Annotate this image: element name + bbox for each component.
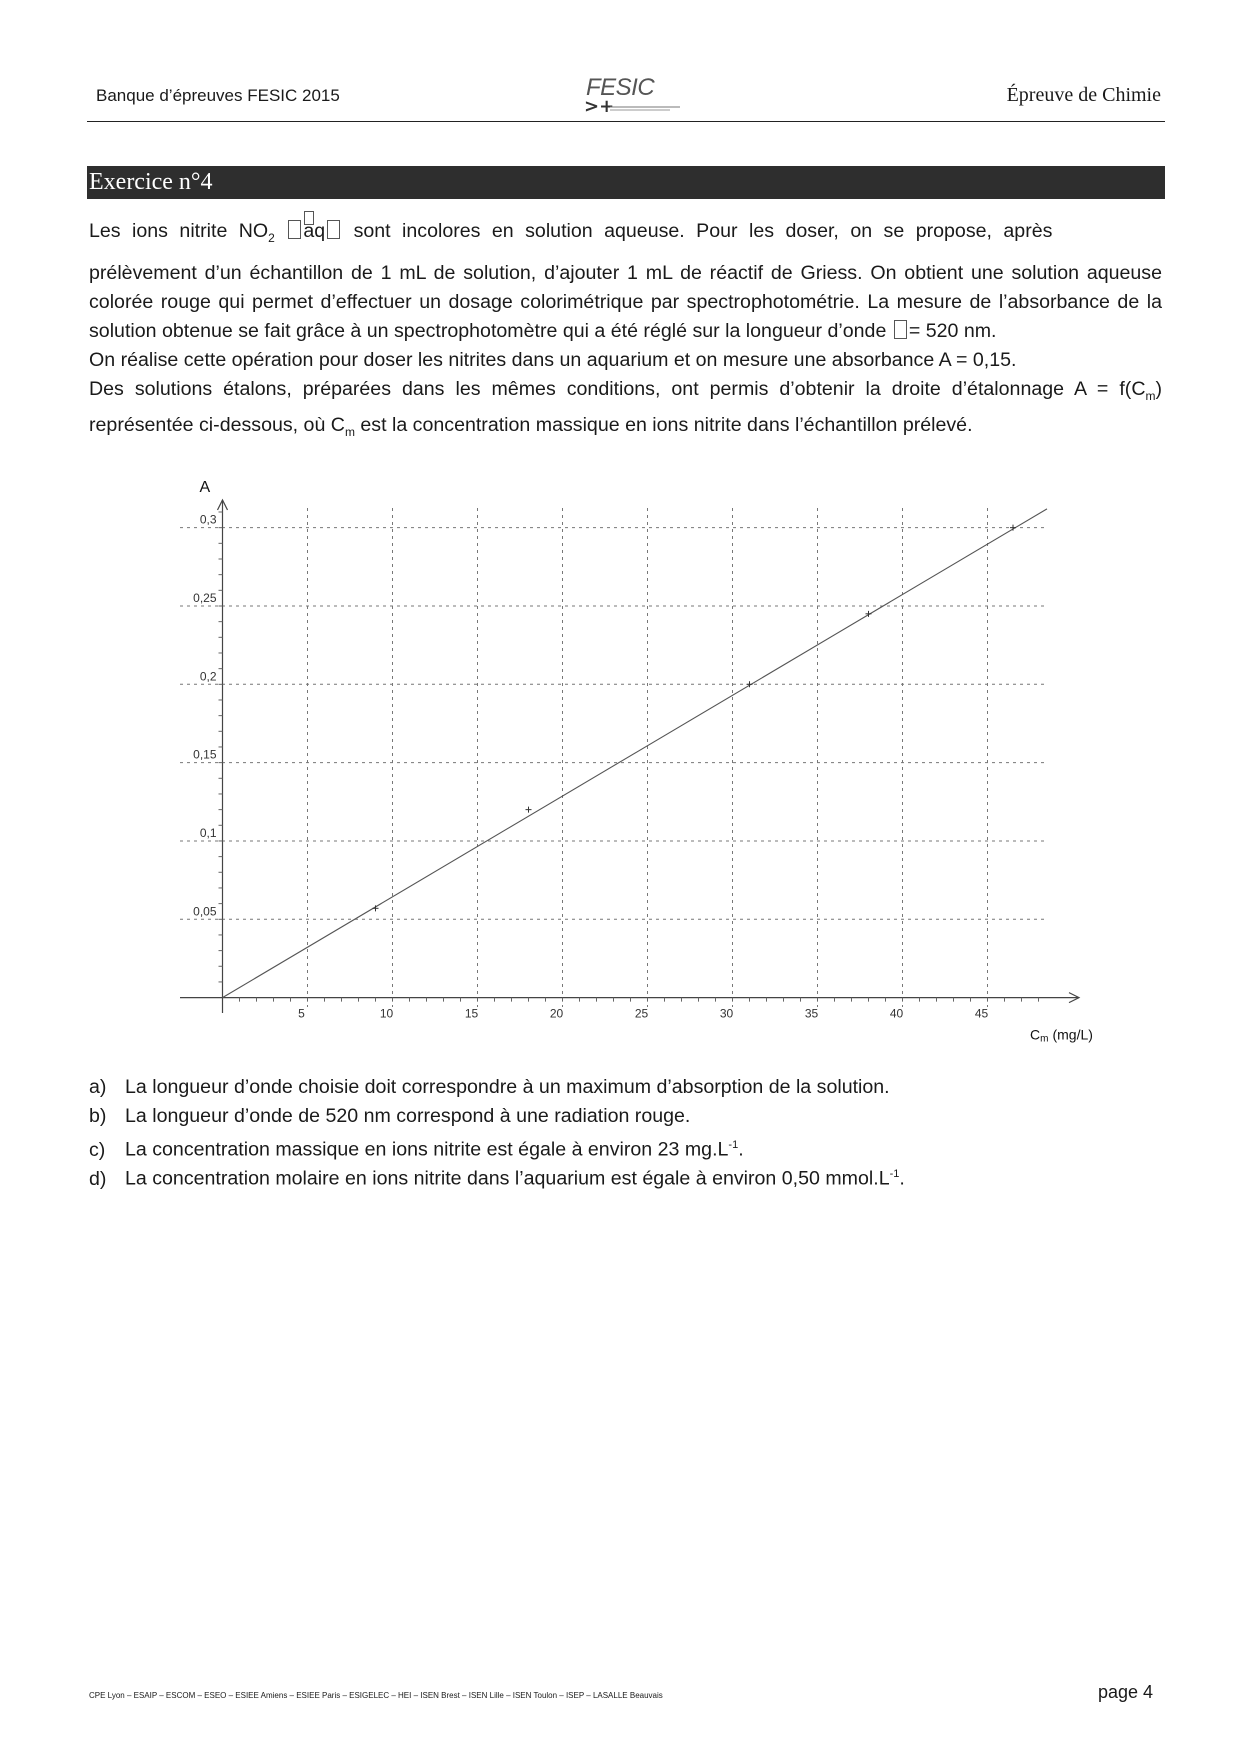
statement-line-1-rest: sont incolores en solution aqueuse. Pour les doser, on se propose, après: [353, 220, 1053, 242]
statement-paragraph-3: [89, 375, 1162, 447]
y-tick-label: 0,1: [199, 825, 217, 840]
y-tick-label: 0,15: [193, 747, 217, 762]
statement-line-1: [89, 217, 1162, 253]
logo-text: FESIC: [586, 74, 655, 101]
y-tick-label: 0,05: [193, 904, 217, 919]
y-tick-label: 0,2: [199, 669, 217, 684]
question-unit-exponent: -1: [889, 1168, 900, 1180]
question-end: .: [899, 1167, 905, 1190]
x-tick-label: 10: [379, 1006, 394, 1021]
question-unit-exponent: -1: [728, 1139, 739, 1151]
statement-calibration-a: Des solutions étalons, préparées dans les mêmes conditions, ont permis d’obtenir la droite d’étalonnage A = f(C: [89, 377, 1146, 400]
paren-close-box-icon: [327, 220, 340, 239]
nitrite-formula: [268, 217, 275, 253]
exercise-title-bar: [87, 166, 1165, 199]
chart-grid: [180, 508, 1047, 1007]
x-tick-label: 20: [549, 1006, 564, 1021]
question-text: La concentration molaire en ions nitrite dans l’aquarium est égale à environ 0,50 mmol.L: [125, 1167, 890, 1190]
cm-subscript-2: m: [344, 424, 355, 439]
header-exam-bank: Banque d’épreuves FESIC 2015: [96, 86, 340, 105]
x-axis-label-sub: m: [1040, 1033, 1049, 1045]
header-divider: [87, 121, 1165, 122]
fesic-logo: [576, 74, 696, 120]
page-number: page 4: [1098, 1682, 1154, 1702]
logo-arrow-icon: >+: [584, 96, 615, 117]
x-tick-label: 25: [634, 1006, 649, 1021]
chart-series: [223, 509, 1048, 998]
question-id: a): [89, 1076, 107, 1098]
footer-schools: CPE Lyon – ESAIP – ESCOM – ESEO – ESIEE Amiens – ESIEE Paris – ESIGELEC – HEI – ISEN Brest – ISEN Lille – ISEN Toulon – ISEP – LASALLE Beauvais: [89, 1691, 663, 1700]
statement-wavelength: = 520 nm.: [908, 319, 997, 342]
statement-paragraph-1: [89, 259, 1162, 346]
question-item: [89, 1131, 905, 1160]
question-item: [89, 1073, 905, 1102]
x-axis-label-unit: (mg/L): [1052, 1026, 1093, 1043]
x-tick-label: 30: [719, 1006, 734, 1021]
question-item: [89, 1102, 905, 1131]
question-end: .: [738, 1138, 744, 1161]
x-tick-label: 35: [804, 1006, 819, 1021]
question-id: d): [89, 1167, 107, 1190]
question-text: La longueur d’onde choisie doit correspondre à un maximum d’absorption de la solution.: [125, 1076, 890, 1098]
cm-subscript-1: m: [1145, 388, 1156, 403]
x-axis-label-main: C: [1030, 1026, 1041, 1043]
y-axis-label: A: [199, 479, 211, 496]
data-point: [526, 807, 532, 813]
question-text: La concentration massique en ions nitrite est égale à environ 23 mg.L: [125, 1138, 729, 1161]
header-subject: Épreuve de Chimie: [1006, 84, 1161, 106]
statement-calibration-c: est la concentration massique en ions nitrite dans l’échantillon prélevé.: [360, 413, 973, 436]
question-id: b): [89, 1105, 107, 1127]
question-text: La longueur d’onde de 520 nm correspond à une radiation rouge.: [125, 1105, 691, 1127]
exercise-statement: [89, 217, 1162, 447]
y-tick-label: 0,3: [199, 512, 217, 527]
x-tick-label: 5: [298, 1006, 305, 1021]
paren-open-box-icon: [288, 220, 301, 239]
exercise-title: Exercice n°4: [89, 169, 213, 195]
calibration-line: [223, 509, 1048, 998]
logo-tagline: [610, 105, 680, 112]
question-list: [89, 1073, 905, 1189]
formula-subscript: 2: [268, 230, 275, 245]
x-tick-label: 40: [889, 1006, 904, 1021]
calibration-chart: [150, 479, 1093, 1060]
statement-calibration-b: ) représentée ci-dessous, où C: [89, 377, 1162, 436]
statement-paragraph-2: On réalise cette opération pour doser les nitrites dans un aquarium et on mesure une absorbance A = 0,15.: [89, 348, 1017, 371]
x-tick-label: 45: [974, 1006, 989, 1021]
statement-griess: prélèvement d’un échantillon de 1 mL de solution, d’ajouter 1 mL de réactif de Griess. On obtient une solution aqueuse colorée rouge qui permet d’effectuer un dosage colorimétrique par spectrophotométrie. La mesure de l’absorbance de la solution obtenue se fait grâce à un spectrophotomètre qui a été réglé sur la longueur d’onde: [89, 261, 1162, 342]
lambda-box-icon: [894, 320, 907, 339]
statement-ion-prefix: Les ions nitrite NO: [89, 220, 269, 242]
question-item: [89, 1160, 905, 1189]
statement-state: aq: [303, 220, 326, 242]
charge-box-icon: [304, 211, 314, 225]
question-id: c): [89, 1138, 106, 1161]
logo-tagline-lines-icon: [610, 105, 680, 111]
x-tick-label: 15: [464, 1006, 479, 1021]
x-axis-label: [1030, 1027, 1093, 1045]
y-tick-label: 0,25: [193, 590, 217, 605]
